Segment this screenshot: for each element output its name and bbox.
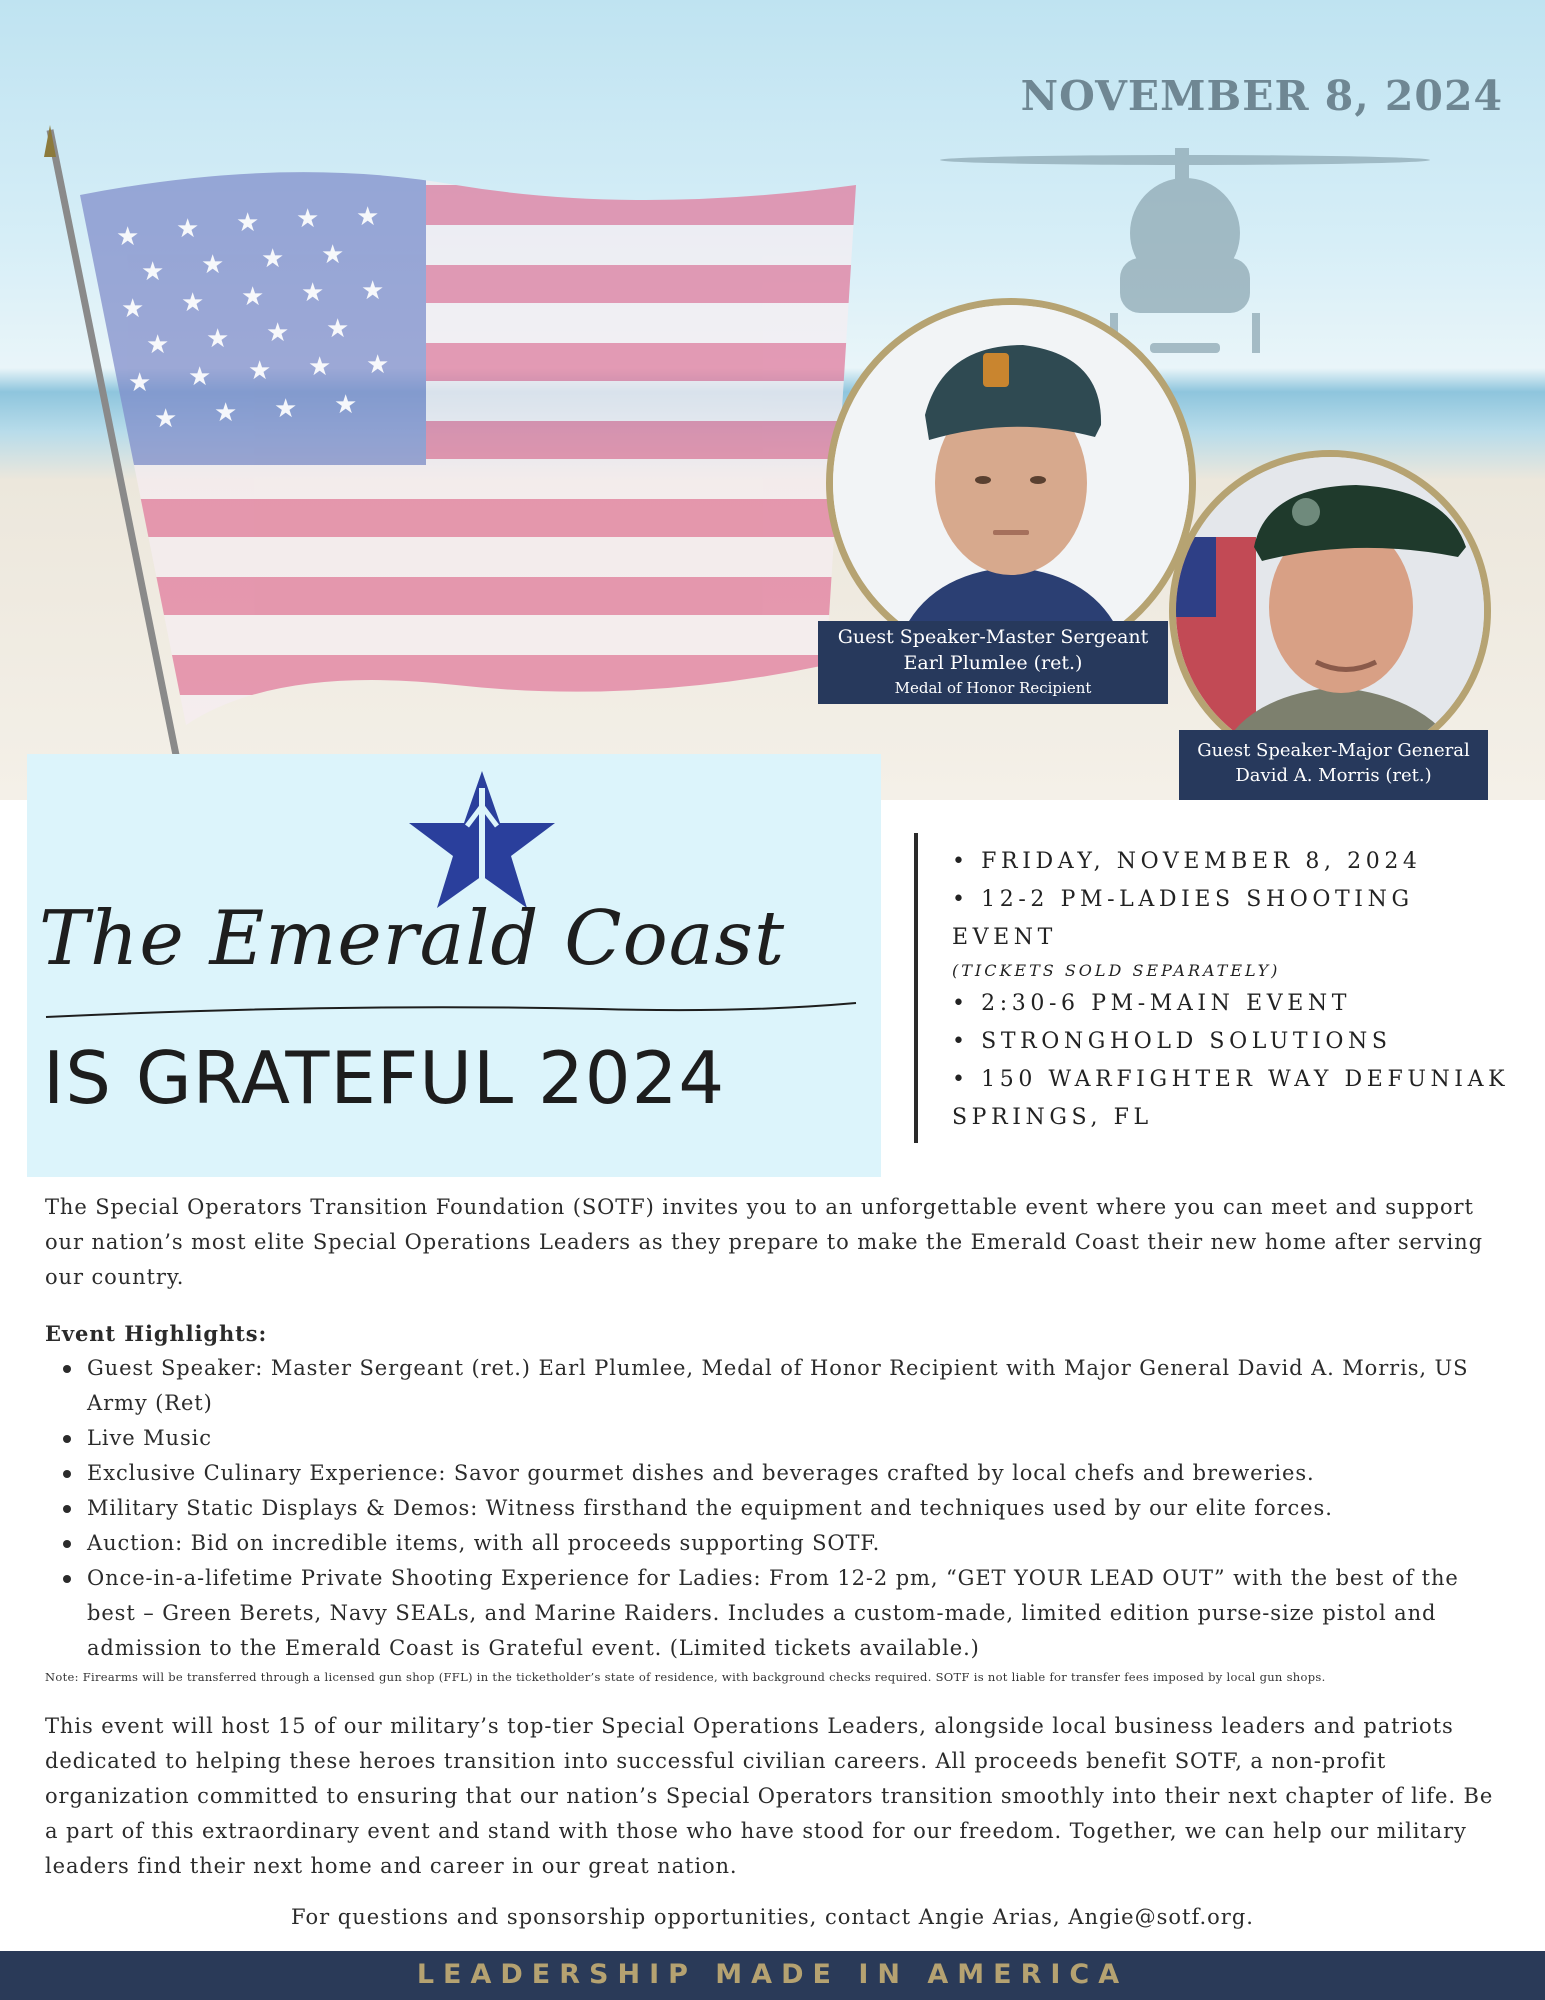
svg-text:★: ★ — [356, 202, 380, 232]
detail-tickets-note: (TICKETS SOLD SEPARATELY) — [952, 961, 1281, 980]
firearms-note: Note: Firearms will be transferred through a licensed gun shop (FFL) in the ticketholder’s state of residence, with background checks required. SOTF is not liable for transfer fees imposed by local gun shops. — [45, 1670, 1326, 1684]
closing-paragraph: This event will host 15 of our military’s top-tier Special Operations Leaders, alongside local business leaders and patriots dedicated to helping these heroes transition into successful civilian careers. All proceeds benefit SOTF, a non-profit organization committed to ensuring that our nation’s Special Operators transition smoothly into their next chapter of life. Be a part of this extraordinary event and stand with those who have stood for our freedom. Together, we can help our military leaders find their next home and career in our great nation. — [45, 1714, 1494, 1878]
svg-text:★: ★ — [128, 368, 152, 398]
svg-text:★: ★ — [188, 362, 212, 392]
svg-text:★: ★ — [181, 288, 205, 318]
svg-text:★: ★ — [274, 394, 298, 424]
speaker-portrait-morris — [1169, 450, 1491, 772]
speaker-portrait-plumlee — [826, 298, 1196, 668]
detail-ladies-event-cont: EVENT — [952, 925, 1057, 950]
speaker1-award: Medal of Honor Recipient — [894, 679, 1092, 697]
list-item: Auction: Bid on incredible items, with all proceeds supporting SOTF. — [45, 1526, 1505, 1561]
svg-text:★: ★ — [321, 240, 345, 270]
event-details — [952, 843, 1532, 1137]
speaker1-title: Guest Speaker-Master Sergeant — [837, 626, 1149, 648]
svg-text:★: ★ — [121, 294, 145, 324]
speaker2-name: David A. Morris (ret.) — [1235, 765, 1432, 786]
speaker2-caption — [1179, 730, 1488, 800]
list-item: Once-in-a-lifetime Private Shooting Experience for Ladies: From 12-2 pm, “GET YOUR LEAD OUT” with the best of the best – Green Berets, Navy SEALs, and Marine Raiders. Includes a custom-made, limited edition purse-size pistol and admission to the Emerald Coast is Grateful event. (Limited tickets available.) — [45, 1561, 1505, 1666]
american-flag-image — [36, 125, 876, 765]
svg-text:★: ★ — [201, 250, 225, 280]
detail-venue: • STRONGHOLD SOLUTIONS — [952, 1029, 1392, 1054]
details-divider — [914, 833, 918, 1143]
svg-text:★: ★ — [146, 330, 170, 360]
svg-text:★: ★ — [206, 324, 230, 354]
svg-text:★: ★ — [248, 356, 272, 386]
svg-text:★: ★ — [308, 352, 332, 382]
main-title: IS GRATEFUL 2024 — [43, 1036, 726, 1120]
script-swash — [41, 999, 861, 1029]
speaker2-title: Guest Speaker-Major General — [1197, 740, 1470, 761]
list-item: Military Static Displays & Demos: Witness firsthand the equipment and techniques used by our elite forces. — [45, 1491, 1505, 1526]
list-item: Live Music — [45, 1421, 1505, 1456]
footer-bar — [0, 1951, 1545, 2000]
event-title-panel — [27, 754, 881, 1177]
svg-text:★: ★ — [361, 276, 385, 306]
svg-text:★: ★ — [326, 314, 350, 344]
svg-text:★: ★ — [241, 282, 265, 312]
event-date-heading: NOVEMBER 8, 2024 — [1020, 72, 1503, 120]
contact-line: For questions and sponsorship opportunities, contact Angie Arias, Angie@sotf.org. — [291, 1905, 1254, 1929]
detail-address: • 150 WARFIGHTER WAY DEFUNIAK — [952, 1067, 1510, 1092]
svg-text:★: ★ — [261, 244, 285, 274]
svg-text:★: ★ — [214, 398, 238, 428]
svg-text:★: ★ — [154, 404, 178, 434]
hero-banner — [0, 0, 1545, 800]
svg-text:★: ★ — [301, 278, 325, 308]
svg-text:★: ★ — [116, 222, 140, 252]
svg-text:★: ★ — [141, 257, 165, 287]
svg-text:★: ★ — [296, 204, 320, 234]
footer-tagline: LEADERSHIP MADE IN AMERICA — [416, 1959, 1129, 1990]
svg-text:★: ★ — [236, 208, 260, 238]
highlights-heading: Event Highlights: — [45, 1321, 268, 1346]
svg-text:★: ★ — [266, 318, 290, 348]
detail-date: • FRIDAY, NOVEMBER 8, 2024 — [952, 849, 1422, 874]
speaker1-caption — [818, 621, 1168, 704]
list-item: Guest Speaker: Master Sergeant (ret.) Earl Plumlee, Medal of Honor Recipient with Major General David A. Morris, US Army (Ret) — [45, 1351, 1505, 1421]
script-title: The Emerald Coast — [39, 894, 786, 982]
speaker1-name: Earl Plumlee (ret.) — [903, 652, 1083, 674]
detail-main-event: • 2:30-6 PM-MAIN EVENT — [952, 991, 1352, 1016]
detail-address-cont: SPRINGS, FL — [952, 1105, 1153, 1130]
intro-paragraph: The Special Operators Transition Foundation (SOTF) invites you to an unforgettable event where you can meet and support our nation’s most elite Special Operations Leaders as they prepare to make the Emerald Coast their new home after serving our country. — [45, 1195, 1483, 1289]
detail-ladies-event: • 12-2 PM-LADIES SHOOTING — [952, 887, 1414, 912]
svg-text:★: ★ — [334, 390, 358, 420]
svg-text:★: ★ — [366, 350, 390, 380]
svg-text:★: ★ — [176, 214, 200, 244]
highlights-list — [45, 1351, 1505, 1666]
list-item: Exclusive Culinary Experience: Savor gourmet dishes and beverages crafted by local chefs and breweries. — [45, 1456, 1505, 1491]
